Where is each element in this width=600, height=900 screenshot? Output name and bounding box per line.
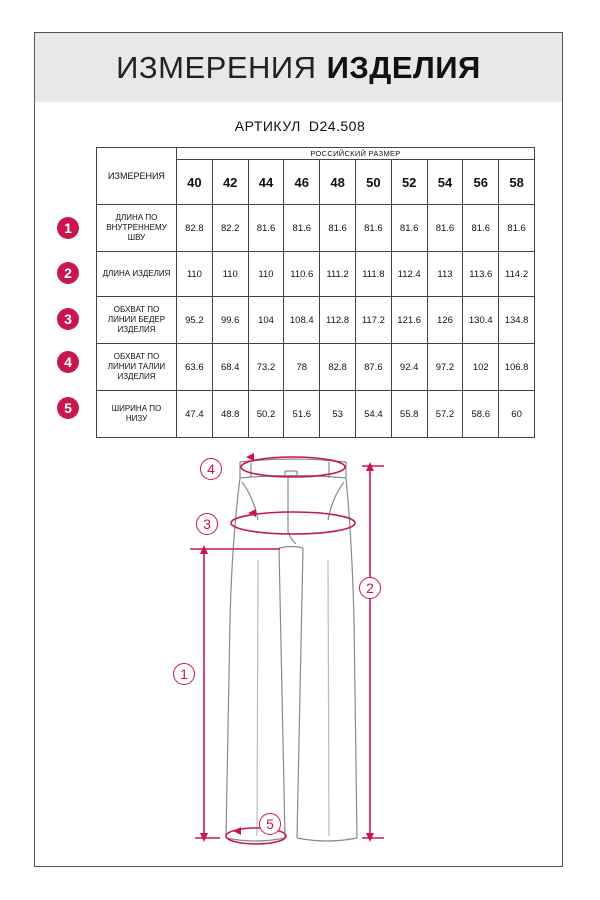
table-cell: 99.6 — [212, 297, 248, 344]
size-header: 58 — [499, 160, 535, 205]
table-cell: 112.4 — [391, 252, 427, 297]
size-table — [96, 147, 535, 438]
size-header: 46 — [284, 160, 320, 205]
table-cell: 97.2 — [427, 344, 463, 391]
marker-4: 4 — [200, 458, 222, 480]
article-code: D24.508 — [308, 118, 366, 134]
row-label: ДЛИНА ПО ВНУТРЕННЕМУ ШВУ — [97, 205, 177, 252]
row-5-badge: 5 — [57, 397, 79, 419]
size-header: 48 — [320, 160, 356, 205]
table-cell: 60 — [499, 391, 535, 438]
table-cell: 81.6 — [391, 205, 427, 252]
title-bold: ИЗДЕЛИЯ — [326, 49, 481, 85]
row-label: ШИРИНА ПО НИЗУ — [97, 391, 177, 438]
table-row — [97, 205, 535, 252]
table-cell: 112.8 — [320, 297, 356, 344]
trousers-diagram — [0, 440, 600, 860]
table-cell: 81.6 — [499, 205, 535, 252]
hip-ellipse — [231, 512, 355, 534]
table-cell: 110 — [212, 252, 248, 297]
table-cell: 81.6 — [248, 205, 284, 252]
table-cell: 81.6 — [355, 205, 391, 252]
table-cell: 58.6 — [463, 391, 499, 438]
marker-1: 1 — [173, 663, 195, 685]
table-cell: 53 — [320, 391, 356, 438]
title-light: ИЗМЕРЕНИЯ — [116, 49, 317, 85]
table-cell: 113 — [427, 252, 463, 297]
table-cell: 51.6 — [284, 391, 320, 438]
row-label: ОБХВАТ ПО ЛИНИИ БЕДЕР ИЗДЕЛИЯ — [97, 297, 177, 344]
table-cell: 81.6 — [427, 205, 463, 252]
table-cell: 54.4 — [355, 391, 391, 438]
size-group-header: РОССИЙСКИЙ РАЗМЕР — [177, 148, 535, 160]
table-cell: 81.6 — [320, 205, 356, 252]
table-cell: 134.8 — [499, 297, 535, 344]
table-cell: 102 — [463, 344, 499, 391]
table-row — [97, 297, 535, 344]
row-2-badge: 2 — [57, 262, 79, 284]
table-cell: 108.4 — [284, 297, 320, 344]
size-header: 56 — [463, 160, 499, 205]
table-row — [97, 391, 535, 438]
size-header: 52 — [391, 160, 427, 205]
size-header: 42 — [212, 160, 248, 205]
table-cell: 111.2 — [320, 252, 356, 297]
table-cell: 55.8 — [391, 391, 427, 438]
table-cell: 48.8 — [212, 391, 248, 438]
marker-3: 3 — [196, 513, 218, 535]
marker-5: 5 — [259, 813, 281, 835]
table-row — [97, 252, 535, 297]
table-cell: 114.2 — [499, 252, 535, 297]
table-cell: 68.4 — [212, 344, 248, 391]
table-cell: 78 — [284, 344, 320, 391]
row-4-badge: 4 — [57, 351, 79, 373]
table-cell: 81.6 — [463, 205, 499, 252]
row-3-badge: 3 — [57, 308, 79, 330]
row-label: ОБХВАТ ПО ЛИНИИ ТАЛИИ ИЗДЕЛИЯ — [97, 344, 177, 391]
table-cell: 82.8 — [177, 205, 213, 252]
table-cell: 87.6 — [355, 344, 391, 391]
table-cell: 126 — [427, 297, 463, 344]
size-header: 40 — [177, 160, 213, 205]
row-label: ДЛИНА ИЗДЕЛИЯ — [97, 252, 177, 297]
table-cell: 106.8 — [499, 344, 535, 391]
marker-2: 2 — [359, 577, 381, 599]
table-cell: 113.6 — [463, 252, 499, 297]
table-cell: 92.4 — [391, 344, 427, 391]
table-cell: 82.8 — [320, 344, 356, 391]
table-cell: 50.2 — [248, 391, 284, 438]
size-header: 50 — [355, 160, 391, 205]
table-cell: 63.6 — [177, 344, 213, 391]
table-cell: 110 — [248, 252, 284, 297]
table-cell: 111.8 — [355, 252, 391, 297]
table-cell: 57.2 — [427, 391, 463, 438]
row-1-badge: 1 — [57, 217, 79, 239]
size-header: 54 — [427, 160, 463, 205]
table-cell: 121.6 — [391, 297, 427, 344]
page-title — [35, 33, 562, 102]
table-cell: 47.4 — [177, 391, 213, 438]
table-cell: 104 — [248, 297, 284, 344]
table-cell: 95.2 — [177, 297, 213, 344]
table-cell: 130.4 — [463, 297, 499, 344]
size-header: 44 — [248, 160, 284, 205]
table-cell: 117.2 — [355, 297, 391, 344]
table-cell: 110 — [177, 252, 213, 297]
table-cell: 82.2 — [212, 205, 248, 252]
table-row — [97, 344, 535, 391]
article-line — [0, 118, 600, 134]
table-cell: 81.6 — [284, 205, 320, 252]
article-label: АРТИКУЛ — [234, 118, 301, 134]
measure-header: ИЗМЕРЕНИЯ — [97, 148, 177, 205]
table-cell: 73.2 — [248, 344, 284, 391]
table-cell: 110.6 — [284, 252, 320, 297]
